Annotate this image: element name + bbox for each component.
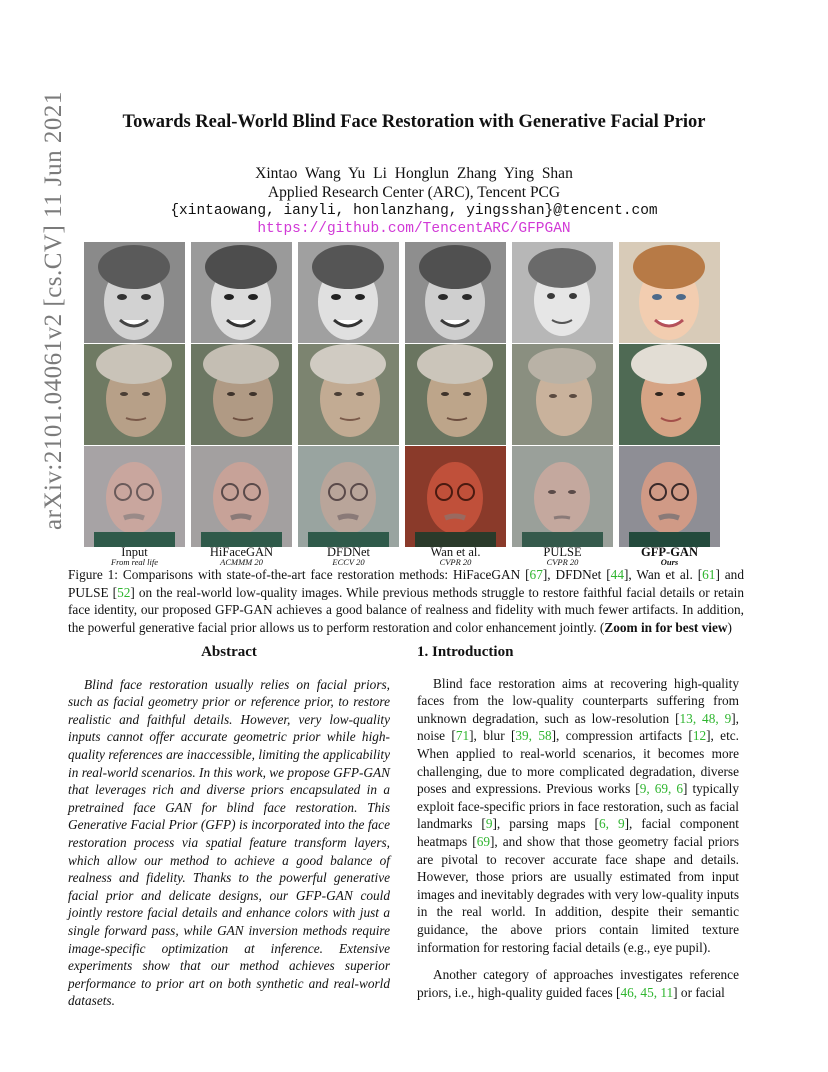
citation-link[interactable]: 13, 48, 9 — [679, 710, 732, 726]
citation-link[interactable]: 71 — [455, 728, 470, 744]
paper-affiliation: Applied Research Center (ARC), Tencent PCG — [267, 184, 561, 201]
figure-image-girl-wan — [405, 242, 506, 343]
abstract-section — [68, 644, 390, 1010]
arxiv-id-text: arXiv:2101.04061v2 [cs.CV] 11 Jun 2021 — [40, 91, 67, 530]
figure-image-man-hifacegan — [191, 446, 292, 547]
figure-image-girl-dfdnet — [298, 242, 399, 343]
abstract-text: Blind face restoration usually relies on facial priors, such as facial geometry prior or reference prior, to restore realistic and faithful details. However, very low-quality inputs cannot offer accurate geometric prior while high-quality references are inaccessible, limiting the applicability in real-world scenarios. In this work, we propose GFP-GAN that leverages rich and diverse priors encapsulated in a pretrained face GAN for blind face restoration. This Generative Facial Prior (GFP) is incorporated into the face restoration process via spatial feature transform layers, which allow our method to achieve a good balance of realness and fidelity. Thanks to the powerful generative facial prior and delicate designs, our GFP-GAN could jointly restore facial details and enhance colors with just a single forward pass, while GAN inversion methods require image-specific optimization at inference. Extensive experiments show that our method achieves superior performance to prior art on both synthetic and real-world datasets. — [68, 676, 390, 1009]
citation-link[interactable]: 61 — [702, 567, 716, 582]
figure-label-hifacegan: HiFaceGAN ACMMM 20 — [209, 545, 274, 567]
figure-image-woman-input — [84, 344, 185, 445]
introduction-paragraph-1: Blind face restoration aims at recovering high-quality faces from the low-quality counterparts suffering from unknown degradation, such as low-resolution [13, 48, 9], noise [71], blur [39, 58], compression artifacts [12], etc. When applied to real-world scenarios, it becomes more challenging, due to more complicated degradation, diverse poses and expressions. Previous works [9, 69, 6] typically exploit face-specific priors in face restoration, such as facial landmarks [9], parsing maps [6, 9], facial component heatmaps [69], and show that those geometry facial priors are pivotal to recover accurate face shape and details. However, those priors are usually estimated from input images and inevitably degrades with very low-quality inputs in the real world. In addition, despite their semantic guidance, the above priors contain limited texture information for restoring facial details (e.g., eye pupil). — [417, 675, 740, 955]
figure-image-woman-wan — [405, 344, 506, 445]
comparison-figure — [84, 242, 720, 547]
abstract-heading: Abstract — [201, 644, 257, 660]
citation-link[interactable]: 67 — [529, 567, 543, 582]
paper-authors: Xintao Wang Yu Li Honglun Zhang Ying Shan — [255, 165, 573, 182]
figure-image-girl-gfpgan — [619, 242, 720, 343]
figure-image-girl-hifacegan — [191, 242, 292, 343]
figure-image-man-gfpgan — [619, 446, 720, 547]
paper-title: Towards Real-World Blind Face Restoration with Generative Facial Prior — [122, 112, 706, 132]
figure-image-man-pulse — [512, 446, 613, 547]
introduction-section — [417, 644, 739, 1011]
figure-image-girl-pulse — [512, 242, 613, 343]
figure-caption: Figure 1: Comparisons with state-of-the-art face restoration methods: HiFaceGAN [67], DFDNet [44], Wan et al. [61] and PULSE [52] on the real-world low-quality images. While previous methods struggle to restore faithful facial details or retain face identity, our proposed GFP-GAN achieves a good balance of realness and fidelity with much fewer artifacts. In addition, the powerful generative facial prior allows us to perform restoration and color enhancement jointly. (Zoom in for best view) — [68, 567, 745, 635]
citation-link[interactable]: 44 — [610, 567, 624, 582]
figure-image-girl-input — [84, 242, 185, 343]
figure-image-man-wan — [405, 446, 506, 547]
citation-link[interactable]: 9 — [485, 816, 493, 832]
paper-emails: {xintaowang, ianyli, honlanzhang, yingsshan}@tencent.com — [170, 203, 658, 219]
introduction-paragraph-2: Another category of approaches investigates reference priors, i.e., high-quality guided faces [46, 45, 11] or facial — [417, 967, 739, 1000]
figure-image-man-input — [84, 446, 185, 547]
figure-label-dfdnet: DFDNet ECCV 20 — [326, 545, 371, 567]
citation-link[interactable]: 69 — [476, 833, 490, 849]
citation-link[interactable]: 46, 45, 11 — [620, 984, 674, 1000]
citation-link[interactable]: 6, 9 — [598, 816, 625, 832]
figure-label-input: Input From real life — [110, 545, 159, 567]
figure-image-man-dfdnet — [298, 446, 399, 547]
github-link[interactable]: https://github.com/TencentARC/GFPGAN — [257, 221, 571, 237]
citation-link[interactable]: 52 — [117, 584, 131, 600]
citation-link[interactable]: 9, 69, 6 — [639, 781, 684, 797]
figure-label-wan: Wan et al. CVPR 20 — [430, 545, 481, 567]
figure-image-woman-gfpgan — [619, 344, 720, 445]
introduction-heading: 1. Introduction — [417, 644, 514, 660]
figure-column-labels — [84, 546, 720, 567]
citation-link[interactable]: 39, 58 — [515, 728, 552, 744]
figure-label-gfpgan: GFP-GAN Ours — [641, 545, 698, 567]
figure-image-woman-pulse — [512, 344, 613, 445]
figure-image-woman-hifacegan — [191, 344, 292, 445]
figure-image-woman-dfdnet — [298, 344, 399, 445]
citation-link[interactable]: 12 — [692, 728, 707, 744]
figure-label-pulse: PULSE CVPR 20 — [543, 545, 582, 567]
